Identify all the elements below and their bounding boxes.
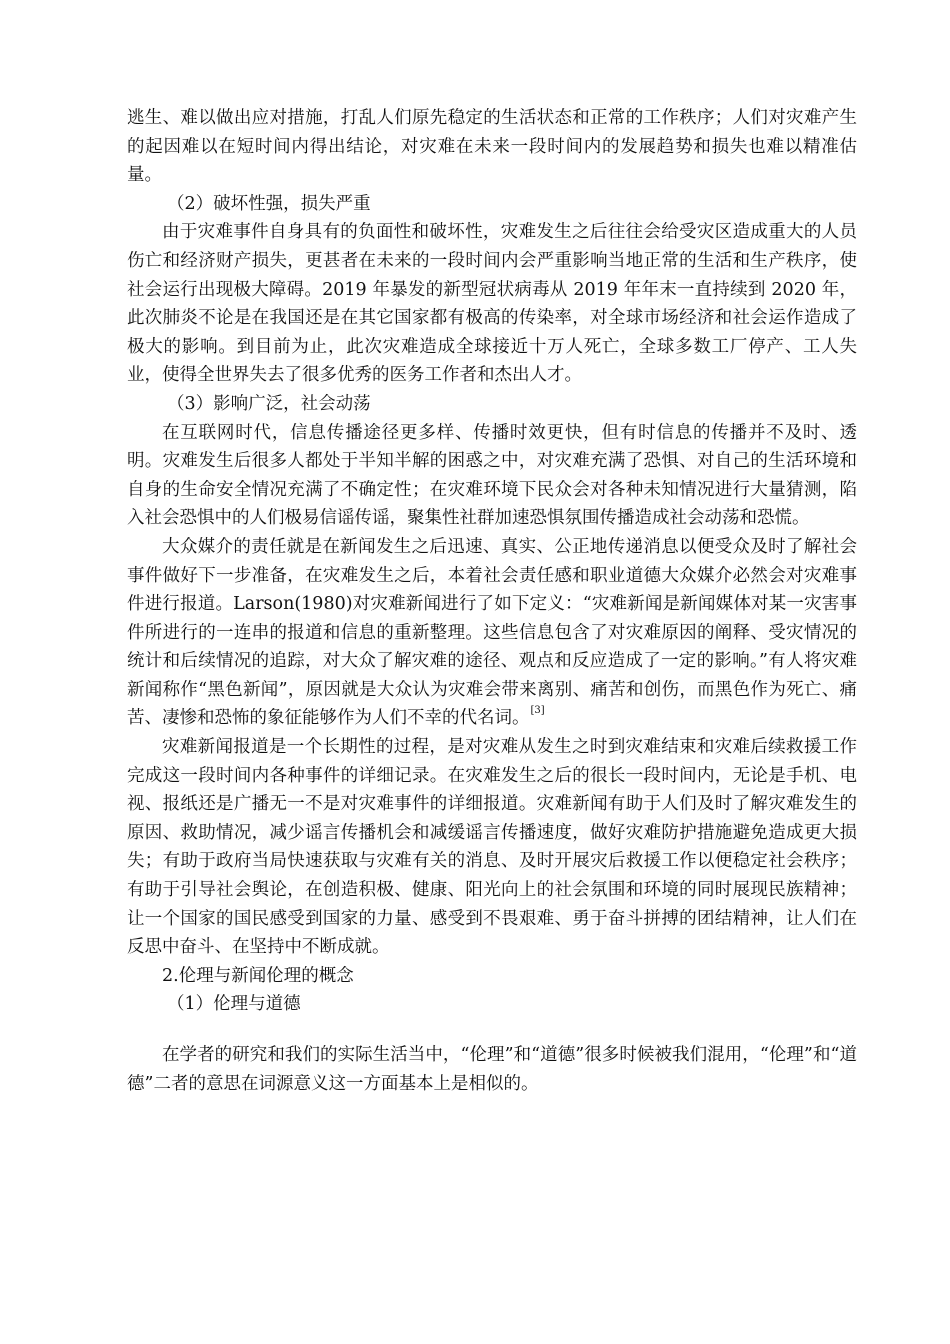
heading-ethics-morality: （1）伦理与道德: [167, 994, 301, 1015]
paragraph-intro: 逃生、难以做出应对措施，打乱人们原先稳定的生活状态和正常的工作秩序；人们对灾难产生的起因难以在短时间内得出结论，对灾难在未来一段时间内的发展趋势和损失也难以精准估量。: [127, 108, 857, 186]
paragraph-destructive: 由于灾难事件自身具有的负面性和破坏性，灾难发生之后往往会给受灾区造成重大的人员伤亡和经济财产损失，更甚者在未来的一段时间内会严重影响当地正常的生活和生产秩序，使社会运行出现极大障碍。2019 年暴发的新型冠状病毒从 2019 年年末一直持续到 2020 年，此次肺炎不论是在我国还是在其它国家都有极高的传染率，对全球市场经济和社会运作造成了极大的影响。到目前为止，此次灾难造成全球接近十万人死亡，全球多数工厂停产、工人失业，使得全世界失去了很多优秀的医务工作者和杰出人才。: [127, 222, 857, 386]
document-page: [127, 104, 857, 1098]
citation-reference: [3]: [530, 705, 545, 717]
paragraph-social-impact: 在互联网时代，信息传播途径更多样、传播时效更快，但有时信息的传播并不及时、透明。灾难发生后很多人都处于半知半解的困惑之中，对灾难充满了恐惧、对自己的生活环境和自身的生命安全情况充满了不确定性；在灾难环境下民众会对各种未知情况进行大量猜测，陷入社会恐惧中的人们极易信谣传谣，聚集性社群加速恐惧氛围传播造成社会动荡和恐慌。: [127, 422, 857, 529]
paragraph-ethics-morality: 在学者的研究和我们的实际生活当中，“伦理”和“道德”很多时候被我们混用，“伦理”和“道德”二者的意思在词源意义这一方面基本上是相似的。: [127, 1045, 857, 1094]
heading-destructive: （2）破坏性强，损失严重: [167, 193, 371, 214]
spacer: [127, 1019, 857, 1041]
paragraph-disaster-reporting: 灾难新闻报道是一个长期性的过程，是对灾难从发生之时到灾难结束和灾难后续救援工作完成这一段时间内各种事件的详细记录。在灾难发生之后的很长一段时间内，无论是手机、电视、报纸还是广播无一不是对灾难事件的详细报道。灾难新闻有助于人们及时了解灾难发生的原因、救助情况，减少谣言传播机会和减缓谣言传播速度，做好灾难防护措施避免造成更大损失；有助于政府当局快速获取与灾难有关的消息、及时开展灾后救援工作以便稳定社会秩序；有助于引导社会舆论，在创造积极、健康、阳光向上的社会氛围和环境的同时展现民族精神；让一个国家的国民感受到国家的力量、感受到不畏艰难、勇于奋斗拼搏的团结精神，让人们在反思中奋斗、在坚持中不断成就。: [127, 737, 857, 958]
section-heading-ethics: 2.伦理与新闻伦理的概念: [162, 965, 354, 986]
paragraph-media-responsibility: [127, 533, 857, 733]
heading-social-impact: （3）影响广泛，社会动荡: [167, 393, 371, 414]
paragraph-media-text: 大众媒介的责任就是在新闻发生之后迅速、真实、公正地传递消息以便受众及时了解社会事件做好下一步准备，在灾难发生之后，本着社会责任感和职业道德大众媒介必然会对灾难事件进行报道。Larson(1980)对灾难新闻进行了如下定义：“灾难新闻是新闻媒体对某一灾害事件所进行的一连串的报道和信息的重新整理。这些信息包含了对灾难原因的阐释、受灾情况的统计和后续情况的追踪，对大众了解灾难的途径、观点和反应造成了一定的影响。”有人将灾难新闻称作“黑色新闻”，原因就是大众认为灾难会带来离别、痛苦和创伤，而黑色作为死亡、痛苦、凄惨和恐怖的象征能够作为人们不幸的代名词。: [127, 536, 857, 729]
